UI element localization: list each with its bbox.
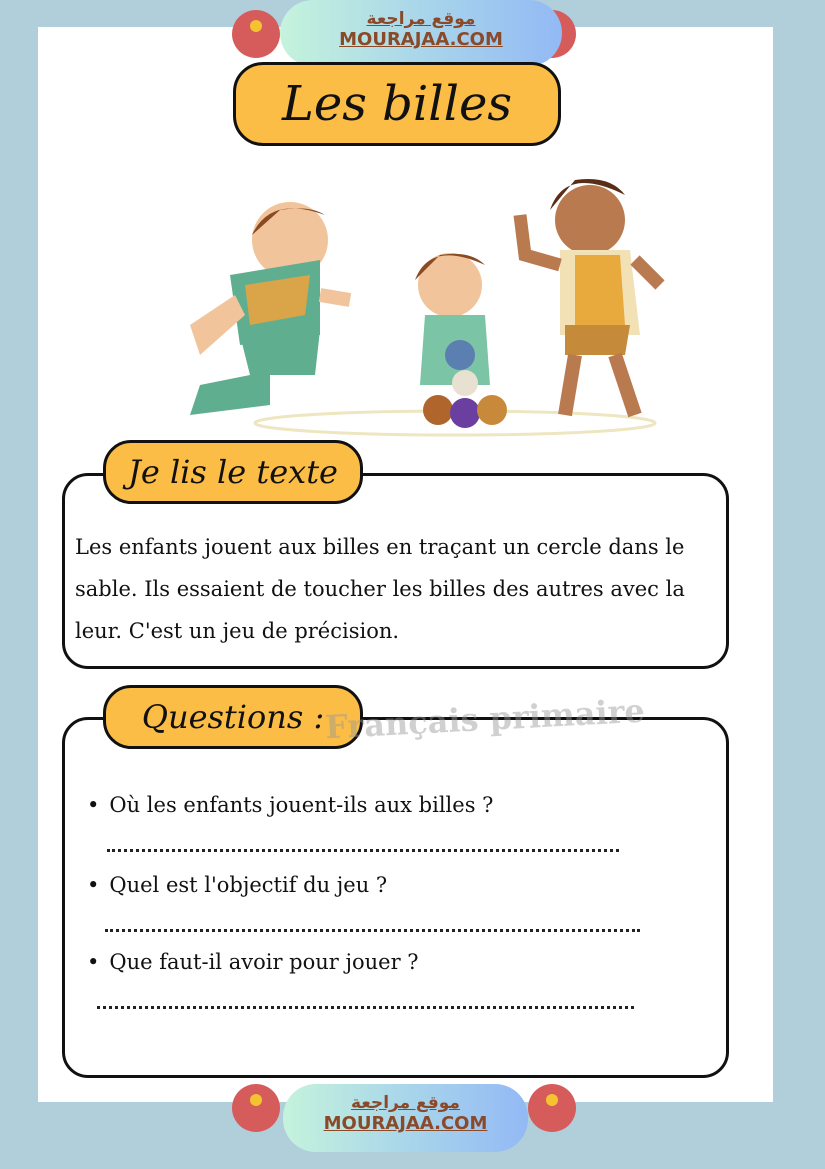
site-name-arabic: موقع مراجعة bbox=[351, 1093, 460, 1113]
logo-seal bbox=[528, 1084, 576, 1132]
header-site-badge[interactable] bbox=[280, 0, 562, 66]
footer-site-badge[interactable] bbox=[283, 1084, 528, 1152]
question-item: • Que faut-il avoir pour jouer ? bbox=[87, 950, 419, 974]
answer-line[interactable] bbox=[105, 929, 640, 932]
questions-section-heading: Questions : bbox=[103, 685, 363, 749]
site-name-arabic: موقع مراجعة bbox=[366, 9, 476, 29]
watermark: Français primaire bbox=[324, 691, 646, 747]
questions-box bbox=[62, 717, 729, 1078]
answer-line[interactable] bbox=[97, 1006, 634, 1009]
logo-seal bbox=[232, 1084, 280, 1132]
reading-section-heading: Je lis le texte bbox=[103, 440, 363, 504]
site-name: MOURAJAA.COM bbox=[323, 1113, 488, 1134]
answer-line[interactable] bbox=[107, 849, 619, 852]
question-item: • Quel est l'objectif du jeu ? bbox=[87, 873, 387, 897]
children-playing-marbles-illustration bbox=[120, 155, 680, 445]
reading-text: Les enfants jouent aux billes en traçant un cercle dans le sable. Ils essaient de toucher les billes des autres avec la leur. C'est un jeu de précision. bbox=[75, 535, 685, 643]
question-item: • Où les enfants jouent-ils aux billes ? bbox=[87, 793, 493, 817]
page-title: Les billes bbox=[233, 62, 561, 146]
site-name: MOURAJAA.COM bbox=[339, 29, 503, 50]
logo-seal bbox=[232, 10, 280, 58]
